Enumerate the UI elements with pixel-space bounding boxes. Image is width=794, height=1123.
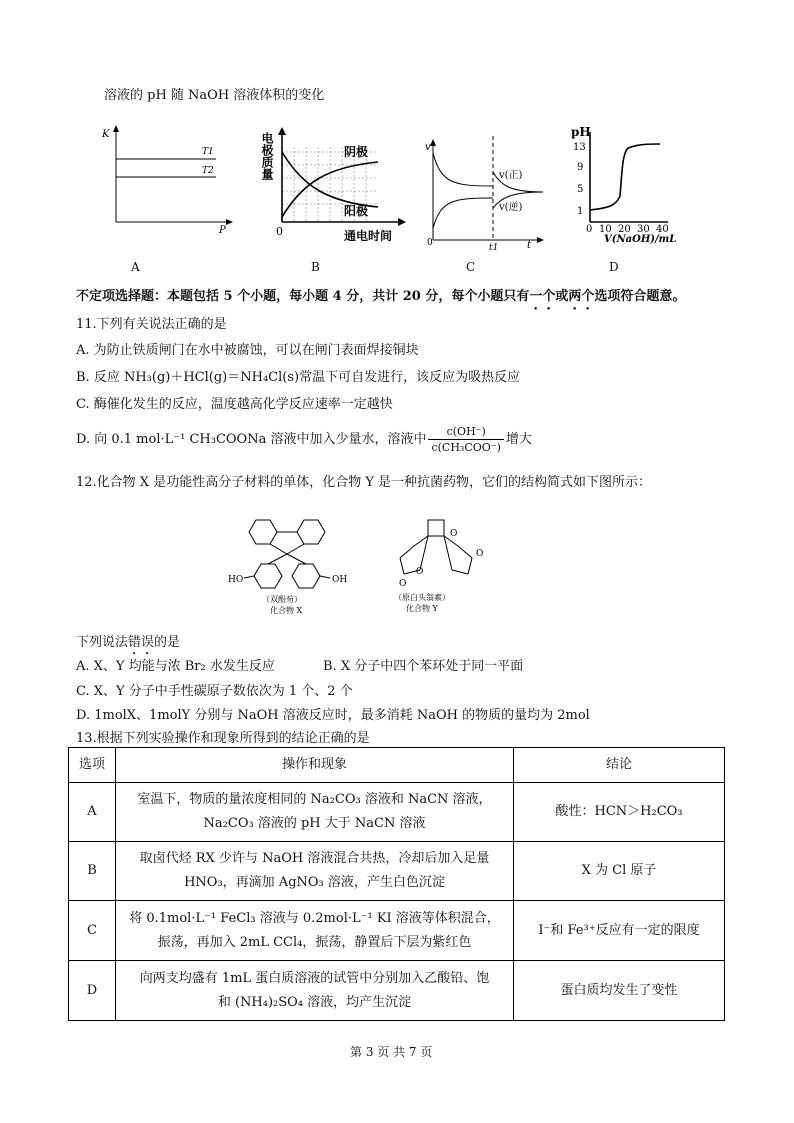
graph-b-label: B (311, 260, 320, 274)
q12-question-pre: 下列说法 (76, 635, 129, 650)
q12-question-post: 的是 (154, 635, 181, 650)
q11-option-a: A. 为防止铁质闸门在水中被腐蚀，可以在闸门表面焊接铜块 (76, 343, 419, 358)
q13-table (68, 747, 725, 1021)
q11-d-post: 增大 (505, 432, 532, 447)
row-c-op1: 将 0.1mol·L⁻¹ FeCl₃ 溶液与 0.2mol·L⁻¹ KI 溶液等体积混合， (129, 910, 500, 926)
table-header-conclusion: 结论 (514, 748, 725, 783)
graph-d-xaxis: V(NaOH)/mL (604, 234, 677, 245)
graph-b-xaxis: 通电时间 (344, 229, 393, 243)
row-c-conclusion: I⁻和 Fe³⁺反应有一定的限度 (514, 901, 725, 961)
graph-d-label: D (609, 260, 619, 274)
compound-y-o1: O (416, 567, 424, 577)
graph-b-origin: 0 (276, 225, 283, 238)
table-header-option: 选项 (69, 748, 116, 783)
section-header-dot2: 两个 (568, 289, 595, 304)
compound-x-caption1: （双酚芴） (262, 595, 302, 604)
graph-c-label: C (466, 260, 476, 274)
row-d-op2: 和 (NH₄)₂SO₄ 溶液，均产生沉淀 (217, 994, 412, 1010)
compound-y-caption2: 化合物 Y (406, 604, 438, 613)
graph-b-cathode: 阴极 (344, 145, 369, 159)
row-b-op2: HNO₃，再滴加 AgNO₃ 溶液，产生白色沉淀 (184, 875, 445, 890)
row-a-conclusion: 酸性：HCN＞H₂CO₃ (514, 783, 725, 842)
graph-a-yaxis: K (102, 129, 110, 140)
q13-stem: 13.根据下列实验操作和现象所得到的结论正确的是 (76, 731, 370, 746)
graph-c-vforward: v(正) (499, 170, 523, 181)
q12-question-dot: 错误 (128, 635, 155, 650)
q12-option-d: D. 1molX、1molY 分别与 NaOH 溶液反应时，最多消耗 NaOH 的物质的量均为 2mol (76, 708, 590, 723)
section-header (76, 285, 685, 313)
q12-option-b: B. X 分子中四个苯环处于同一平面 (323, 659, 524, 674)
graph-c-vreverse: v(逆) (499, 202, 523, 213)
q11-option-b: B. 反应 NH₃(g)＋HCl(g)＝NH₄Cl(s)常温下可自发进行，该反应为吸热反应 (76, 370, 521, 385)
graph-b-yaxis: 电极质量 (260, 132, 274, 180)
table-row (69, 961, 725, 1021)
row-b-op1: 取卤代烃 RX 少许与 NaOH 溶液混合共热，冷却后加入足量 (139, 851, 490, 866)
graph-a (96, 122, 236, 237)
graph-d-xtick-0: 0 (586, 224, 593, 235)
q11-option-d (76, 424, 532, 455)
section-header-a: 不定项选择题：本题包括 5 个小题，每小题 4 分，共计 20 分，每个小题只有 (76, 289, 530, 304)
q11-d-pre: D. 向 0.1 mol·L⁻¹ CH₃COONa 溶液中加入少量水，溶液中 (76, 432, 427, 447)
row-a-operation (116, 783, 514, 842)
graph-d-ytick-9: 9 (577, 162, 584, 173)
row-c-op2: 振荡，再加入 2mL CCl₄，振荡，静置后下层为紫红色 (157, 934, 472, 950)
graph-d-xtick-20: 20 (618, 224, 631, 235)
table-row (69, 842, 725, 901)
graph-a-xaxis: P (219, 225, 226, 236)
q11-option-c: C. 酶催化发生的反应，温度越高化学反应速率一定越快 (76, 397, 393, 412)
q12-option-a: A. X、Y 均能与浓 Br₂ 水发生反应 (76, 659, 275, 674)
graph-a-t2: T2 (202, 166, 214, 176)
q11-d-fraction (428, 424, 503, 455)
table-row (69, 901, 725, 961)
graph-d-ytick-5: 5 (577, 184, 584, 195)
graph-d-xtick-40: 40 (656, 224, 669, 235)
table-header-operation: 操作和现象 (116, 748, 514, 783)
q12-stem: 12.化合物 X 是功能性高分子材料的单体，化合物 Y 是一种抗菌药物，它们的结构简式如下图所示： (76, 475, 652, 490)
row-c-option: C (69, 901, 116, 961)
graph-c-yaxis: v (425, 142, 431, 153)
graph-a-t1: T1 (202, 147, 214, 157)
table-header-row (69, 748, 725, 783)
row-a-op2: Na₂CO₃ 溶液的 pH 大于 NaCN 溶液 (203, 816, 426, 831)
graph-c-origin: 0 (427, 238, 433, 248)
row-c-operation (116, 901, 514, 961)
row-a-op1: 室温下，物质的量浓度相同的 Na₂CO₃ 溶液和 NaCN 溶液， (137, 792, 492, 807)
graph-d-xtick-30: 30 (637, 224, 650, 235)
row-d-conclusion: 蛋白质均发生了变性 (514, 961, 725, 1021)
q11-d-denominator: c(CH₃COO⁻) (431, 441, 501, 454)
compound-y-o4: O (476, 549, 484, 559)
compound-y-caption1: （原白头翁素） (394, 593, 450, 602)
row-b-operation (116, 842, 514, 901)
graph-a-label: A (131, 260, 140, 274)
row-b-conclusion: X 为 Cl 原子 (514, 842, 725, 901)
graph-c-xaxis: t (527, 240, 532, 251)
section-header-dot1: 一个 (529, 289, 556, 304)
compound-y-o2: O (399, 579, 407, 589)
page-footer: 第 3 页 共 7 页 (350, 1045, 433, 1059)
q11-d-numerator: c(OH⁻) (428, 424, 503, 440)
q12-option-c: C. X、Y 分子中手性碳原子数依次为 1 个、2 个 (76, 684, 353, 699)
compound-x-caption2: 化合物 X (270, 606, 303, 615)
compound-x-oh: OH (332, 575, 348, 585)
intro-line: 溶液的 pH 随 NaOH 溶液体积的变化 (104, 88, 325, 103)
graph-d-xtick-10: 10 (599, 224, 612, 235)
graph-b (258, 122, 408, 247)
section-header-b: 选项符合题意。 (594, 289, 686, 304)
graph-c (423, 128, 548, 253)
row-d-operation (116, 961, 514, 1021)
q11-stem: 11.下列有关说法正确的是 (76, 317, 227, 332)
row-b-option: B (69, 842, 116, 901)
compound-x-structure (226, 510, 366, 615)
table-row (69, 783, 725, 842)
section-header-mid: 或 (555, 289, 569, 304)
row-d-option: D (69, 961, 116, 1021)
compound-y-o3: O (450, 529, 458, 539)
graph-c-t1: t1 (489, 243, 499, 253)
graph-d-yaxis: pH (571, 125, 591, 139)
compound-y-structure (384, 512, 494, 617)
q12-question (76, 631, 180, 658)
row-a-option: A (69, 783, 116, 842)
compound-x-ho: HO (228, 575, 244, 585)
graph-d-ytick-13: 13 (573, 142, 586, 153)
graph-d (568, 124, 678, 244)
graph-b-anode: 阳极 (344, 204, 369, 218)
graph-d-ytick-1: 1 (577, 206, 584, 217)
row-d-op1: 向两支均盛有 1mL 蛋白质溶液的试管中分别加入乙酸铅、饱 (139, 970, 490, 986)
